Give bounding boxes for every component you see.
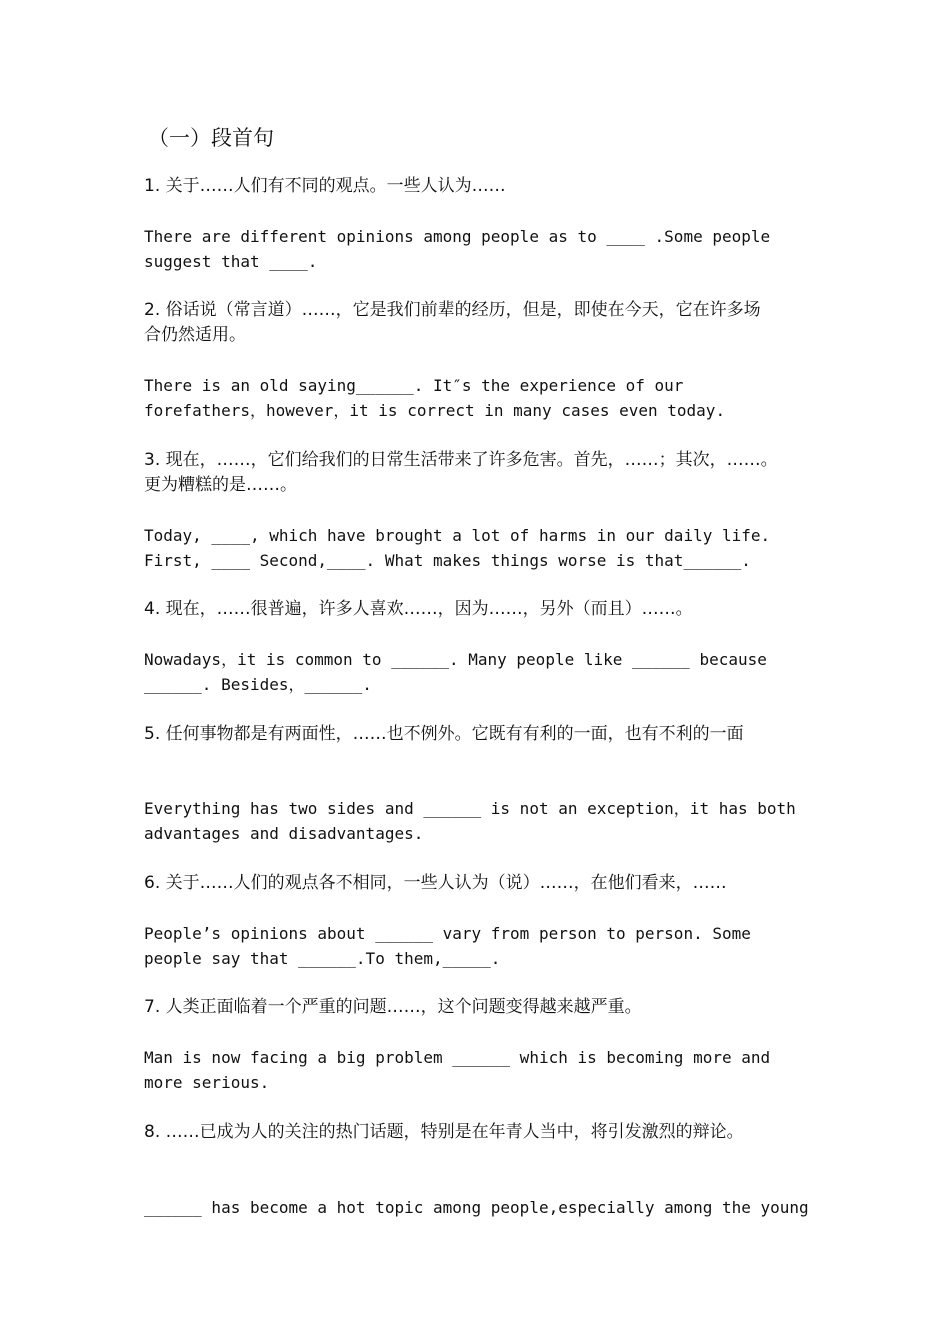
item-6-english-line-1: People’s opinions about ______ vary from person to person. Some — [144, 924, 751, 943]
item-2-chinese-line-2: 合仍然适用。 — [144, 325, 246, 345]
item-4-chinese: 4. 现在，……很普遍，许多人喜欢……，因为……，另外（而且）……。 — [144, 599, 693, 619]
item-5-chinese: 5. 任何事物都是有两面性，……也不例外。它既有有利的一面，也有不利的一面 — [144, 724, 744, 744]
item-7-chinese: 7. 人类正面临着一个严重的问题……，这个问题变得越来越严重。 — [144, 997, 642, 1017]
item-1-english-line-1: There are different opinions among people as to ____ .Some people — [144, 227, 771, 246]
item-1-chinese: 1. 关于……人们有不同的观点。一些人认为…… — [144, 176, 506, 196]
item-3-chinese-line-2: 更为糟糕的是……。 — [144, 475, 297, 495]
item-6-chinese: 6. 关于……人们的观点各不相同，一些人认为（说）……，在他们看来，…… — [144, 873, 727, 893]
item-7-english-line-2: more serious. — [144, 1073, 270, 1092]
item-1-english-line-2: suggest that ____. — [144, 252, 318, 271]
section-heading: （一）段首句 — [148, 126, 274, 150]
item-7-english-line-1: Man is now facing a big problem ______ which is becoming more and — [144, 1048, 771, 1067]
item-2-english-line-1: There is an old saying______. It″s the experience of our — [144, 376, 684, 395]
item-3-english-line-2: First, ____ Second,____. What makes things worse is that______. — [144, 551, 751, 570]
item-3-chinese-line-1: 3. 现在，……，它们给我们的日常生活带来了许多危害。首先，……；其次，……。 — [144, 450, 778, 470]
item-3-english-line-1: Today, ____, which have brought a lot of harms in our daily life. — [144, 526, 771, 545]
item-2-english-line-2: forefathers，however，it is correct in many cases even today. — [144, 401, 726, 420]
item-6-english-line-2: people say that ______.To them,_____. — [144, 949, 501, 968]
item-5-english-line-2: advantages and disadvantages. — [144, 824, 424, 843]
item-4-english-line-1: Nowadays，it is common to ______. Many people like ______ because — [144, 650, 767, 669]
item-2-chinese-line-1: 2. 俗话说（常言道）……，它是我们前辈的经历，但是，即使在今天，它在许多场 — [144, 300, 761, 320]
item-5-english-line-1: Everything has two sides and ______ is not an exception，it has both — [144, 799, 796, 818]
item-8-chinese: 8. ……已成为人的关注的热门话题，特别是在年青人当中，将引发激烈的辩论。 — [144, 1122, 744, 1142]
item-4-english-line-2: ______. Besides，______. — [144, 675, 372, 694]
item-8-english-line-1: ______ has become a hot topic among people,especially among the young — [144, 1198, 809, 1217]
